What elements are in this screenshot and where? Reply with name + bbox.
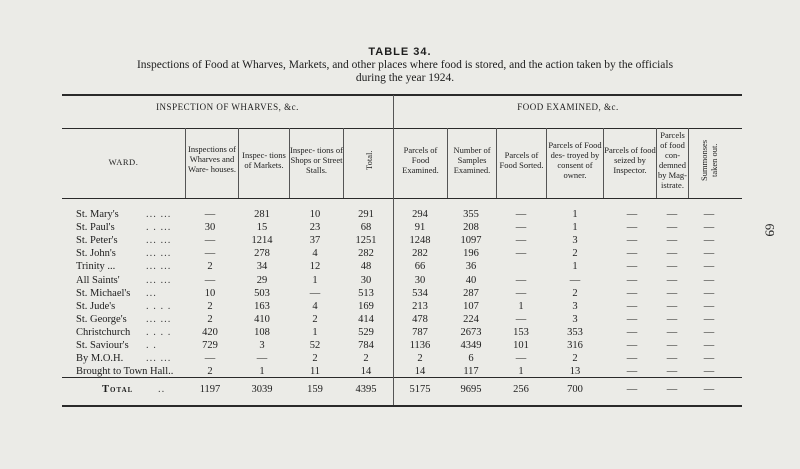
cell-summonses: — [703, 313, 715, 325]
total-wharves: 1197 [199, 384, 221, 395]
cell-markets: 503 [254, 287, 270, 299]
cell-summonses: — [703, 340, 715, 351]
leader-dots: ... ... [146, 274, 172, 286]
cell-sorted: 1 [518, 300, 524, 312]
column-header-markets: Inspec- tions of Markets. [242, 150, 286, 170]
cell-shops: 52 [309, 340, 321, 351]
cell-destroyed: 2 [572, 287, 578, 299]
page-number: 69 [762, 223, 778, 237]
leader-dots: . . [146, 340, 157, 351]
cell-summonses: — [703, 366, 715, 378]
cell-parcels: 478 [412, 313, 428, 325]
divider-shops [343, 128, 344, 198]
leader-dots: ... ... [146, 248, 172, 260]
total-parcels: 5175 [409, 384, 431, 395]
cell-condemned: — [666, 366, 678, 378]
cell-parcels: 2 [417, 353, 423, 365]
cell-sorted: — [515, 274, 527, 286]
top-rule [62, 94, 742, 96]
group-header-food: FOOD EXAMINED, &c. [517, 102, 619, 112]
cell-summonses: — [703, 300, 715, 312]
ward-name: By M.O.H. [76, 353, 124, 365]
cell-wharves: 2 [207, 261, 213, 273]
cell-samples: 355 [463, 209, 479, 220]
cell-samples: 117 [463, 366, 479, 378]
cell-parcels: 30 [414, 274, 426, 286]
cell-destroyed: 2 [572, 353, 578, 365]
cell-condemned: — [666, 340, 678, 351]
ward-name: St. Mary's [76, 209, 119, 220]
cell-wharves: 2 [207, 366, 213, 378]
cell-wharves: — [204, 209, 216, 220]
cell-total: 169 [358, 300, 374, 312]
table-caption [60, 59, 750, 85]
cell-summonses: — [703, 261, 715, 273]
cell-shops: 10 [309, 209, 321, 220]
cell-samples: 287 [463, 287, 479, 299]
column-header-shops: Inspec- tions of Shops or Street Stalls. [290, 145, 343, 175]
cell-total: 513 [358, 287, 374, 299]
ward-name: St. George's [76, 313, 127, 325]
cell-sorted: — [515, 222, 527, 234]
cell-summonses: — [703, 209, 715, 220]
cell-total: 291 [358, 209, 374, 220]
cell-wharves: 420 [202, 326, 218, 338]
cell-sorted: 1 [518, 366, 524, 378]
cell-seized: — [626, 326, 638, 338]
ward-name: St. Michael's [76, 287, 131, 299]
cell-markets: 29 [256, 274, 268, 286]
cell-parcels: 91 [414, 222, 426, 234]
column-header-summonses: Summonses taken out. [699, 139, 719, 181]
cell-wharves: — [204, 248, 216, 260]
cell-sorted: — [515, 248, 527, 260]
cell-condemned: — [666, 326, 678, 338]
cell-samples: 2673 [460, 326, 482, 338]
cell-parcels: 787 [412, 326, 428, 338]
cell-markets: 1 [259, 366, 265, 378]
cell-shops: 4 [312, 248, 318, 260]
cell-summonses: — [703, 274, 715, 286]
column-header-total: Total. [364, 150, 374, 170]
column-header-ward: WARD. [108, 157, 139, 167]
cell-seized: — [626, 274, 638, 286]
leader-dots: . . . . [146, 326, 172, 338]
cell-markets: 410 [254, 313, 270, 325]
caption-line-2: during the year 1924. [355, 72, 455, 84]
cell-summonses: — [703, 353, 715, 365]
cell-parcels: 534 [412, 287, 428, 299]
cell-total: 529 [358, 326, 374, 338]
cell-wharves: 729 [202, 340, 218, 351]
ward-name: Christchurch [76, 326, 131, 338]
cell-condemned: — [666, 274, 678, 286]
ward-name: Trinity ... [76, 261, 116, 273]
cell-sorted: 101 [513, 340, 529, 351]
column-header-condemned: Parcels of food con- demned by Mag- istrate. [657, 130, 688, 190]
cell-summonses: — [703, 287, 715, 299]
cell-wharves: 30 [204, 222, 216, 234]
cell-markets: 281 [254, 209, 270, 220]
cell-parcels: 1248 [409, 235, 431, 247]
cell-total: 1251 [355, 235, 377, 247]
cell-seized: — [626, 222, 638, 234]
column-header-sorted: Parcels of Food Sorted. [499, 150, 544, 170]
total-markets: 3039 [251, 384, 273, 395]
cell-shops: — [309, 287, 321, 299]
ward-name: St. Jude's [76, 300, 116, 312]
total-row [62, 384, 742, 399]
cell-condemned: — [666, 300, 678, 312]
cell-samples: 224 [463, 313, 479, 325]
cell-markets: — [256, 353, 268, 365]
cell-destroyed: 1 [572, 209, 578, 220]
cell-shops: 23 [309, 222, 321, 234]
cell-condemned: — [666, 235, 678, 247]
total-summonses: — [703, 384, 715, 395]
cell-condemned: — [666, 248, 678, 260]
leader-dots: . . . . [146, 300, 172, 312]
cell-parcels: 66 [414, 261, 426, 273]
ward-name: Brought to Town Hall.. [76, 366, 174, 378]
cell-seized: — [626, 340, 638, 351]
cell-wharves: — [204, 235, 216, 247]
cell-seized: — [626, 287, 638, 299]
ward-name: St. John's [76, 248, 116, 260]
ward-name: All Saints' [76, 274, 120, 286]
cell-samples: 107 [463, 300, 479, 312]
total-shops: 159 [307, 384, 323, 395]
cell-condemned: — [666, 287, 678, 299]
cell-samples: 40 [465, 274, 477, 286]
total-sorted: 256 [513, 384, 529, 395]
cell-wharves: — [204, 274, 216, 286]
cell-samples: 6 [468, 353, 474, 365]
ward-name: St. Paul's [76, 222, 115, 234]
column-header-parcels-examined: Parcels of Food Examined. [402, 145, 439, 175]
group-header-rule [62, 128, 742, 129]
total-dots: .. [158, 384, 166, 395]
leader-dots: . . ... [146, 222, 172, 234]
cell-shops: 12 [309, 261, 321, 273]
bottom-rule [62, 405, 742, 407]
cell-destroyed: 3 [572, 300, 578, 312]
cell-markets: 15 [256, 222, 268, 234]
cell-shops: 4 [312, 300, 318, 312]
cell-parcels: 213 [412, 300, 428, 312]
cell-sorted: — [515, 235, 527, 247]
divider-condemned [688, 128, 689, 198]
cell-total: 784 [358, 340, 374, 351]
cell-destroyed: 3 [572, 235, 578, 247]
total-samples: 9695 [460, 384, 482, 395]
cell-wharves: 2 [207, 300, 213, 312]
cell-shops: 11 [309, 366, 321, 378]
cell-shops: 1 [312, 274, 318, 286]
leader-dots: ... ... [146, 353, 172, 365]
cell-parcels: 1136 [409, 340, 431, 351]
cell-parcels: 294 [412, 209, 428, 220]
cell-shops: 2 [312, 353, 318, 365]
column-header-rule [62, 198, 742, 199]
cell-seized: — [626, 235, 638, 247]
cell-condemned: — [666, 209, 678, 220]
cell-markets: 1214 [251, 235, 273, 247]
cell-samples: 36 [465, 261, 477, 273]
table-title: TABLE 34. [368, 46, 432, 58]
cell-destroyed: 13 [569, 366, 581, 378]
column-header-seized: Parcels of food seized by Inspector. [604, 145, 656, 175]
cell-destroyed: 1 [572, 222, 578, 234]
cell-samples: 196 [463, 248, 479, 260]
cell-sorted: — [515, 313, 527, 325]
cell-parcels: 282 [412, 248, 428, 260]
cell-destroyed: 2 [572, 248, 578, 260]
cell-condemned: — [666, 261, 678, 273]
cell-markets: 34 [256, 261, 268, 273]
cell-markets: 278 [254, 248, 270, 260]
cell-condemned: — [666, 353, 678, 365]
cell-total: 2 [363, 353, 369, 365]
total-total: 4395 [355, 384, 377, 395]
cell-samples: 1097 [460, 235, 482, 247]
cell-seized: — [626, 248, 638, 260]
cell-total: 30 [360, 274, 372, 286]
cell-total: 68 [360, 222, 372, 234]
cell-total: 14 [360, 366, 372, 378]
column-header-wharves: Inspections of Wharves and Ware- houses. [188, 144, 236, 174]
cell-summonses: — [703, 235, 715, 247]
cell-destroyed: 3 [572, 313, 578, 325]
cell-destroyed: 316 [567, 340, 583, 351]
cell-wharves: 10 [204, 287, 216, 299]
cell-total: 48 [360, 261, 372, 273]
cell-total: 282 [358, 248, 374, 260]
cell-destroyed: — [569, 274, 581, 286]
total-destroyed: 700 [567, 384, 583, 395]
cell-markets: 3 [259, 340, 265, 351]
cell-wharves: 2 [207, 313, 213, 325]
column-header-samples: Number of Samples Examined. [453, 145, 491, 175]
cell-markets: 108 [254, 326, 270, 338]
cell-markets: 163 [254, 300, 270, 312]
ward-name: St. Peter's [76, 235, 118, 247]
cell-shops: 37 [309, 235, 321, 247]
column-header-destroyed: Parcels of Food des- troyed by consent of owner. [548, 140, 602, 180]
cell-shops: 1 [312, 326, 318, 338]
cell-seized: — [626, 313, 638, 325]
total-seized: — [626, 384, 638, 395]
table-row [62, 366, 742, 381]
total-label: Total [102, 384, 134, 395]
cell-seized: — [626, 300, 638, 312]
group-header-inspection: INSPECTION OF WHARVES, &c. [156, 102, 299, 112]
cell-parcels: 14 [414, 366, 426, 378]
cell-sorted: — [515, 353, 527, 365]
cell-destroyed: 1 [572, 261, 578, 273]
leader-dots: ... ... [146, 235, 172, 247]
cell-summonses: — [703, 248, 715, 260]
ward-name: St. Saviour's [76, 340, 129, 351]
cell-summonses: — [703, 326, 715, 338]
leader-dots: ... ... [146, 209, 172, 220]
total-condemned: — [666, 384, 678, 395]
cell-total: 414 [358, 313, 374, 325]
leader-dots: ... ... [146, 313, 172, 325]
leader-dots: ... [146, 287, 157, 299]
cell-samples: 4349 [460, 340, 482, 351]
cell-summonses: — [703, 222, 715, 234]
cell-wharves: — [204, 353, 216, 365]
cell-seized: — [626, 366, 638, 378]
cell-condemned: — [666, 222, 678, 234]
cell-sorted: — [515, 209, 527, 220]
cell-sorted: — [515, 287, 527, 299]
cell-seized: — [626, 261, 638, 273]
caption-line-1: Inspections of Food at Wharves, Markets, and other places where food is stored, and the action taken by the officials [136, 59, 674, 71]
cell-seized: — [626, 209, 638, 220]
cell-destroyed: 353 [567, 326, 583, 338]
cell-shops: 2 [312, 313, 318, 325]
cell-samples: 208 [463, 222, 479, 234]
cell-condemned: — [666, 313, 678, 325]
cell-seized: — [626, 353, 638, 365]
cell-sorted: 153 [513, 326, 529, 338]
leader-dots: ... ... [146, 261, 172, 273]
